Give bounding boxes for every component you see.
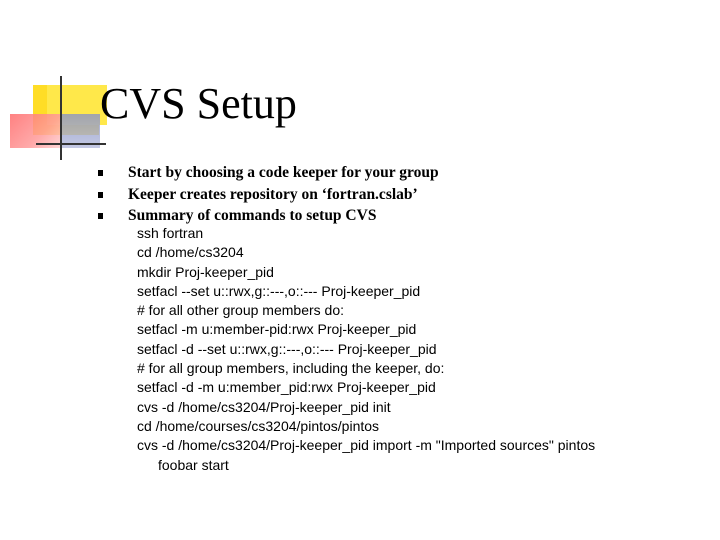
bullet-text: Keeper creates repository on ‘fortran.cslab’ bbox=[128, 185, 418, 203]
command-line: mkdir Proj-keeper_pid bbox=[137, 263, 274, 280]
command-line: cd /home/courses/cs3204/pintos/pintos bbox=[137, 417, 380, 434]
comment-line: # for all group members, including the keeper, do: bbox=[137, 360, 445, 377]
deco-vertical-line bbox=[60, 76, 62, 160]
bullet-list bbox=[98, 162, 439, 227]
command-line: setfacl -d --set u::rwx,g::---,o::--- Proj-keeper_pid bbox=[137, 340, 437, 357]
bullet-item bbox=[98, 184, 439, 206]
command-line-continuation: foobar start bbox=[158, 456, 229, 473]
bullet-item bbox=[98, 162, 439, 184]
bullet-text: Start by choosing a code keeper for your group bbox=[128, 164, 439, 181]
square-bullet-icon bbox=[98, 192, 103, 198]
bullet-text: Summary of commands to setup CVS bbox=[128, 207, 377, 224]
command-block bbox=[137, 224, 595, 475]
command-line: cd /home/cs3204 bbox=[137, 244, 244, 261]
square-bullet-icon bbox=[98, 170, 103, 176]
command-line: setfacl -m u:member-pid:rwx Proj-keeper_pid bbox=[137, 321, 417, 338]
corner-decoration bbox=[0, 0, 110, 170]
comment-line: # for all other group members do: bbox=[137, 302, 344, 319]
command-line: ssh fortran bbox=[137, 225, 204, 241]
command-line: setfacl --set u::rwx,g::---,o::--- Proj-keeper_pid bbox=[137, 282, 421, 299]
deco-horizontal-line bbox=[36, 143, 106, 145]
slide-title: CVS Setup bbox=[100, 79, 297, 128]
command-line: cvs -d /home/cs3204/Proj-keeper_pid init bbox=[137, 398, 391, 415]
command-line: cvs -d /home/cs3204/Proj-keeper_pid import -m "Imported sources" pintos bbox=[137, 437, 596, 454]
square-bullet-icon bbox=[98, 213, 103, 219]
command-line: setfacl -d -m u:member_pid:rwx Proj-keeper_pid bbox=[137, 379, 436, 396]
